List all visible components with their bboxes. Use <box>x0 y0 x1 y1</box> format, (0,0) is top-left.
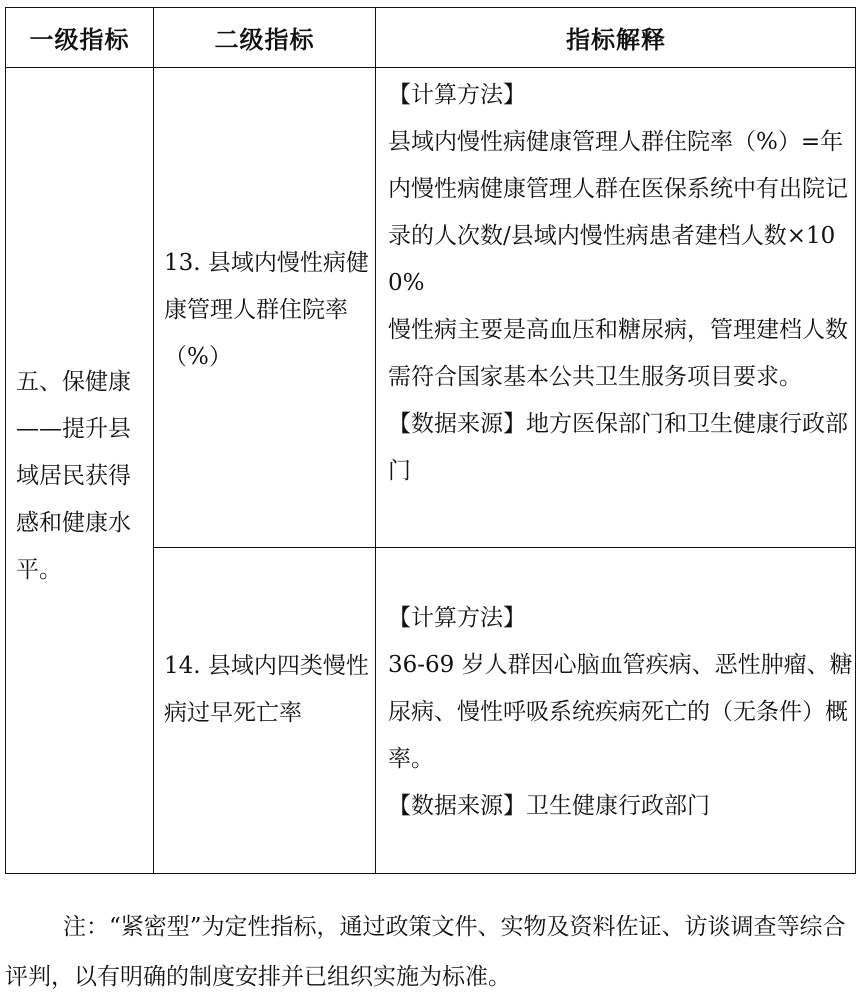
header-explanation: 指标解释 <box>566 26 666 54</box>
header-level2: 二级指标 <box>214 26 315 54</box>
footnote: 注：“紧密型”为定性指标，通过政策文件、实物及资料佐证、访谈调查等综合评判，以有明确的制度安排并已组织实施为标准。 <box>5 914 846 990</box>
explanation-13: 【计算方法】 县域内慢性病健康管理人群住院率（%）=年内慢性病健康管理人群在医保系统中有出院记录的人次数/县域内慢性病患者建档人数×100% 慢性病主要是高血压和糖尿病，管理建档人数需符合国家基本公共卫生服务项目要求。 【数据来源】地方医保部门和卫生健康行政部门 <box>388 82 848 484</box>
column-divider-1 <box>153 8 154 873</box>
row-divider <box>153 547 856 548</box>
header-divider <box>6 67 855 68</box>
column-divider-2 <box>375 8 376 873</box>
level2-indicator-13: 13. 县域内慢性病健康管理人群住院率（%） <box>164 250 369 370</box>
indicator-table <box>5 7 856 874</box>
level1-indicator: 五、保健康——提升县域居民获得感和健康水平。 <box>16 369 131 583</box>
level2-indicator-14: 14. 县域内四类慢性病过早死亡率 <box>164 653 369 726</box>
explanation-14: 【计算方法】 36-69 岁人群因心脑血管疾病、恶性肿瘤、糖尿病、慢性呼吸系统疾病死亡的（无条件）概率。 【数据来源】卫生健康行政部门 <box>388 605 853 819</box>
header-level1: 一级指标 <box>29 26 130 54</box>
